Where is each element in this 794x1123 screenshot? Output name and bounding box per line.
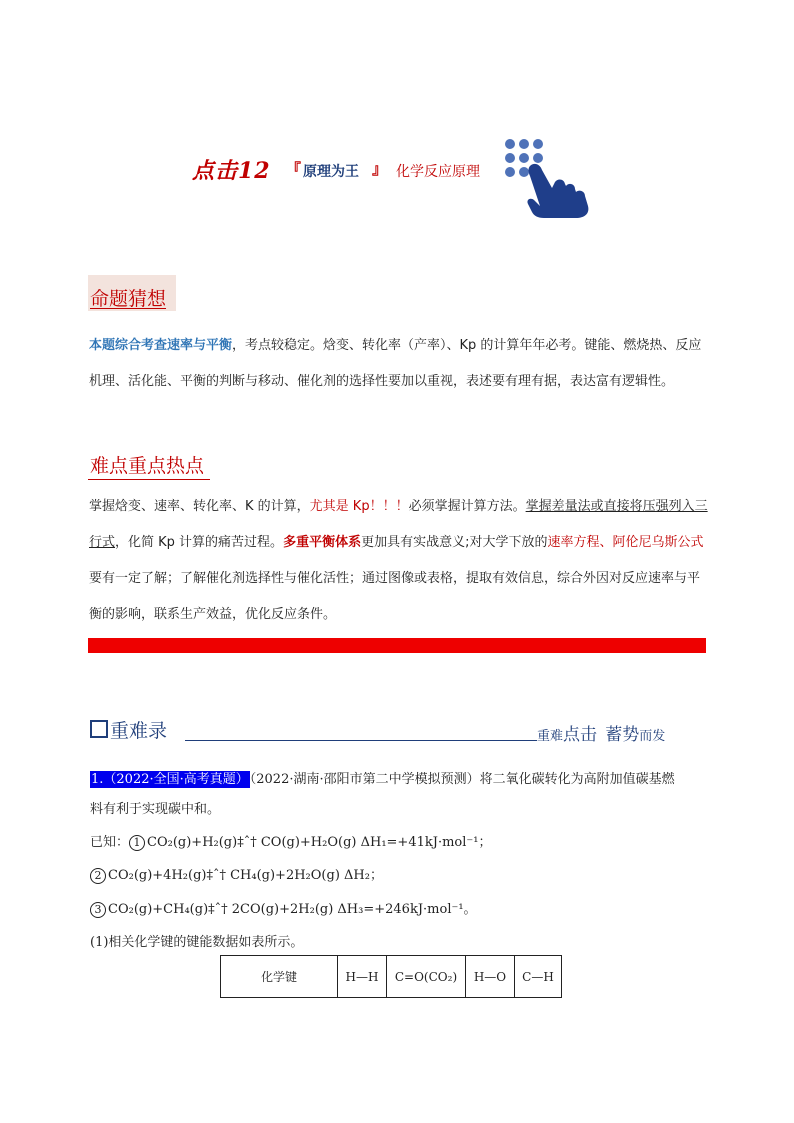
section2-text-5: ，化简 Kp 计算的痛苦过程。 xyxy=(115,535,284,550)
header-tag: 原理为王 xyxy=(303,164,359,180)
section2-text-2: 尤其是 Kp！！！ xyxy=(309,499,409,514)
header-brand: 点击12 xyxy=(192,158,271,184)
header-bracket-open: 『 xyxy=(286,160,302,178)
header-title: 化学反应原理 xyxy=(396,164,480,180)
section2-text-7: 更加具有实战意义;对大学下放的 xyxy=(361,535,548,550)
bond-energy-table xyxy=(220,955,562,998)
equation-1 xyxy=(90,831,491,851)
section2-text-8: 速率方程、阿伦尼乌斯公式 xyxy=(547,535,704,550)
section2-text-6: 多重平衡体系 xyxy=(283,535,362,550)
circled-number-2: 2 xyxy=(90,868,106,884)
slogan-big-2: 蓄势 xyxy=(605,725,640,745)
section2-text-4: 掌握差量法或直接将压强列入三行式 xyxy=(89,499,708,550)
question-line-1 xyxy=(90,768,675,787)
section2-text-9: 要有一定了解；了解催化剂选择性与催化活性；通过图像或表格，提取有效信息，综合外因对反应速率与平衡的影响，联系生产效益，优化反应条件。 xyxy=(89,571,701,622)
equation-1-text: CO₂(g)+H₂(g)‡ˆ† CO(g)+H₂O(g) ΔH₁=+41kJ·mol⁻¹； xyxy=(147,835,492,850)
checkbox-square-icon xyxy=(90,720,108,738)
zhongnan-slogan xyxy=(537,720,665,745)
section2-text-1: 掌握焓变、速率、转化率、K 的计算， xyxy=(89,499,310,514)
section2-text-3: 必须掌握计算方法。 xyxy=(408,499,526,514)
header-bracket-close: 』 xyxy=(372,160,388,178)
equation-2 xyxy=(90,864,383,884)
section1-paragraph xyxy=(89,328,709,400)
question-source: （2022·湖南·邵阳市第二中学模拟预测）将二氧化碳转化为高附加值碳基燃 xyxy=(249,772,675,787)
section2-heading: 难点重点热点 xyxy=(90,455,205,477)
section2-heading-underline xyxy=(88,479,210,480)
section1-lead: 本题综合考查速率与平衡 xyxy=(89,338,233,353)
table-header-cell: 化学键 xyxy=(221,956,338,998)
section2-paragraph xyxy=(89,489,709,633)
zhongnan-underline xyxy=(185,740,537,741)
slogan-small-2: 而发 xyxy=(639,729,666,744)
equation-2-text: CO₂(g)+4H₂(g)‡ˆ† CH₄(g)+2H₂O(g) ΔH₂； xyxy=(108,868,383,883)
equation-3 xyxy=(90,898,477,918)
table-header-cell: H—O xyxy=(466,956,515,998)
section1-heading: 命题猜想 xyxy=(90,288,167,310)
table-intro: (1)相关化学键的键能数据如表所示。 xyxy=(90,935,304,950)
slogan-small-1: 重难 xyxy=(537,729,564,744)
pointing-hand-icon xyxy=(500,132,600,226)
slogan-big-1: 点击 xyxy=(563,725,598,745)
table-row xyxy=(221,956,562,998)
section1-body: ，考点较稳定。焓变、转化率（产率）、Kp 的计算年年必考。键能、燃烧热、反应机理、活化能、平衡的判断与移动、催化剂的选择性要加以重视，表述要有理有据，表达富有逻辑性。 xyxy=(89,338,702,389)
equation-3-text: CO₂(g)+CH₄(g)‡ˆ† 2CO(g)+2H₂(g) ΔH₃=+246kJ·mol⁻¹。 xyxy=(108,902,477,917)
zhongnan-heading xyxy=(90,716,167,743)
table-header-cell: C=O(CO₂) xyxy=(387,956,466,998)
known-label: 已知： xyxy=(90,835,130,850)
question-tag: 1.（2022·全国·高考真题） xyxy=(91,772,249,787)
zhongnan-title: 重难录 xyxy=(110,720,168,742)
question-line-2: 料有利于实现碳中和。 xyxy=(90,802,221,817)
table-header-cell: H—H xyxy=(338,956,387,998)
table-header-cell: C—H xyxy=(515,956,562,998)
red-divider-bar xyxy=(88,638,706,653)
circled-number-3: 3 xyxy=(90,902,106,918)
circled-number-1: 1 xyxy=(129,835,145,851)
